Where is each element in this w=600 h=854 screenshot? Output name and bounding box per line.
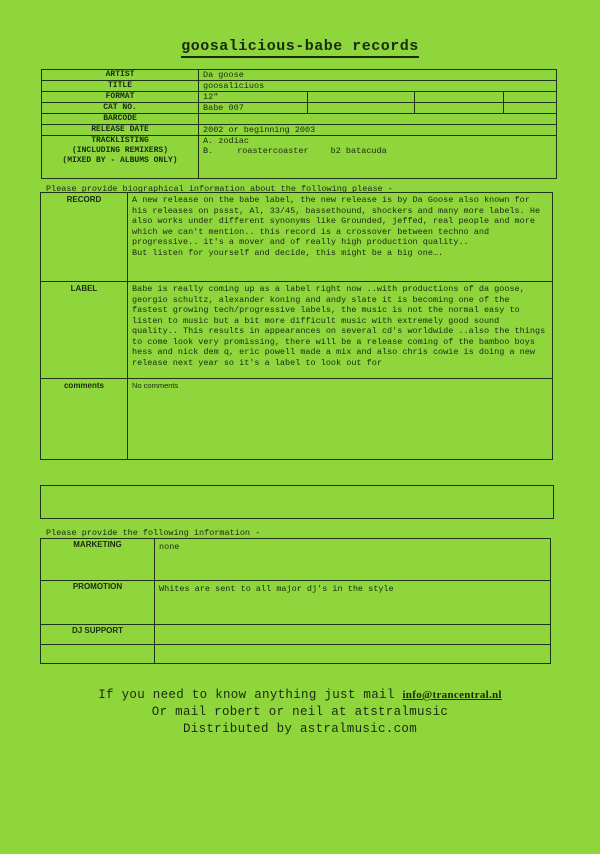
track-a: A. zodiac	[203, 136, 249, 146]
extra-cell-2	[155, 645, 551, 664]
footer-line-1: If you need to know anything just mail info@trancentral.nl	[98, 688, 502, 702]
format-cell-4	[504, 92, 557, 103]
info-caption: Please provide the following information -	[46, 528, 261, 538]
cat-label: CAT NO.	[42, 103, 199, 114]
format-value: 12"	[199, 92, 308, 103]
empty-box	[40, 485, 554, 519]
title-label: TITLE	[42, 81, 199, 92]
row-marketing	[41, 539, 551, 581]
barcode-value	[199, 114, 557, 125]
artist-label: ARTIST	[42, 70, 199, 81]
info-row-release	[42, 125, 557, 136]
row-extra	[41, 645, 551, 664]
tracklisting-value	[199, 136, 557, 179]
comments-text: No comments	[128, 379, 553, 460]
artist-value: Da goose	[199, 70, 557, 81]
row-promotion	[41, 581, 551, 625]
marketing-table	[40, 538, 551, 664]
footer-line-2: Or mail robert or neil at atstralmusic	[151, 705, 449, 719]
format-cell-3	[415, 92, 504, 103]
info-row-cat	[42, 103, 557, 114]
info-row-format	[42, 92, 557, 103]
format-label: FORMAT	[42, 92, 199, 103]
cat-cell-3	[415, 103, 504, 114]
row-dj-support	[41, 625, 551, 645]
bio-table	[40, 192, 553, 460]
footer-line-3: Distributed by astralmusic.com	[182, 722, 418, 736]
label-text: Babe is really coming up as a label right now ..with productions of da goose, georgio schultz, alexander koning and andy slate it is becoming one of the fastest growing tech/progressive labels, the music is not the normal easy to listen to music but a bit more difficult music with extremely good sound quality.. This results in appearances on several cd's worldwide ..also the things to come look very promissing, there will be a release coming of the bamboo boys hess and nick dem q, eric powell made a mix and also chris cowie is doing a new release next year so it's a label to look out for	[128, 282, 553, 379]
extra-cell-1	[41, 645, 155, 664]
info-row-barcode	[42, 114, 557, 125]
label-label: LABEL	[41, 282, 128, 379]
cat-cell-2	[308, 103, 415, 114]
dj-support-label: DJ SUPPORT	[41, 625, 155, 645]
marketing-label: MARKETING	[41, 539, 155, 581]
track-b: B. roastercoaster b2 batacuda	[203, 146, 387, 156]
page-title: goosalicious-babe records	[0, 38, 600, 55]
format-cell-2	[308, 92, 415, 103]
email-link[interactable]: info@trancentral.nl	[402, 689, 502, 701]
promotion-label: PROMOTION	[41, 581, 155, 625]
cat-value: Babe 007	[199, 103, 308, 114]
cat-cell-4	[504, 103, 557, 114]
bio-row-label	[41, 282, 553, 379]
bio-caption: Please provide biographical information about the following please -	[46, 184, 393, 194]
release-label: RELEASE DATE	[42, 125, 199, 136]
comments-label: comments	[41, 379, 128, 460]
bio-row-comments	[41, 379, 553, 460]
record-label: RECORD	[41, 193, 128, 282]
barcode-label: BARCODE	[42, 114, 199, 125]
marketing-value: none	[155, 539, 551, 581]
dj-support-value	[155, 625, 551, 645]
tracklisting-label: TRACKLISTING (INCLUDING REMIXERS) (MIXED BY - ALBUMS ONLY)	[42, 136, 199, 179]
release-value: 2002 or beginning 2003	[199, 125, 557, 136]
info-row-artist	[42, 70, 557, 81]
bio-row-record	[41, 193, 553, 282]
promotion-value: Whites are sent to all major dj's in the style	[155, 581, 551, 625]
release-info-table	[41, 69, 557, 179]
info-row-tracklisting	[42, 136, 557, 179]
info-row-title	[42, 81, 557, 92]
record-text: A new release on the babe label, the new release is by Da Goose also known for his releases on pssst, Al, 33/45, bassethound, shockers and many more labels. He also works under different synonyms like Grounded, jeffed, real people and more which we can't mention.. this record is a crossover between techno and progressive.. it's a mover and of really high production quality.. But listen for yourself and decide, this might be a big one….	[128, 193, 553, 282]
title-value: goosaliciuos	[199, 81, 557, 92]
